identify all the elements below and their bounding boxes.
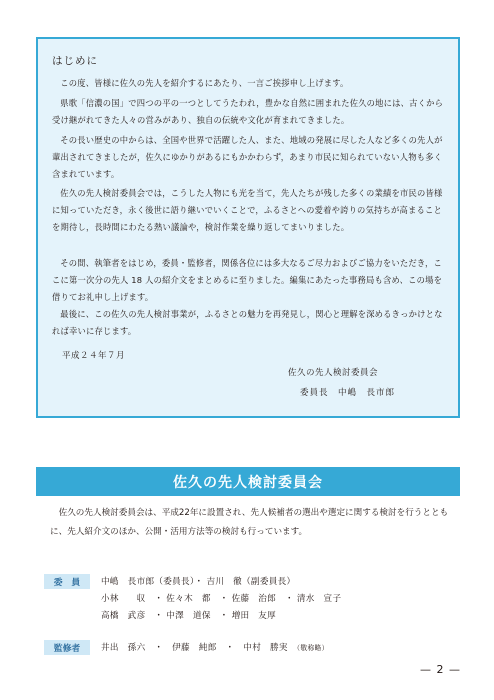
members-line: 高橋 武彦 ・ 中澤 道保 ・ 増田 友厚 bbox=[101, 611, 277, 621]
supervisors-line bbox=[101, 641, 329, 653]
honorific-note: （敬称略） bbox=[296, 644, 329, 652]
supervisors-names: 井出 孫六 ・ 伊藤 純郎 ・ 中村 勝実 bbox=[101, 643, 297, 653]
intro-date: 平成２４年７月 bbox=[62, 351, 126, 361]
committee-description: 佐久の先人検討委員会は、平成22年に設置され、先人候補者の選出や選定に関する検討を行うとともに、先人紹介文のほか、公開・活用方法等の検討も行っています。 bbox=[50, 508, 449, 537]
signature-organization: 佐久の先人検討委員会 bbox=[288, 368, 379, 378]
supervisors-label: 監修者 bbox=[44, 640, 90, 655]
committee-title: 佐久の先人検討委員会 bbox=[173, 474, 323, 491]
members-label: 委 員 bbox=[44, 574, 90, 589]
members-line: 中嶋 長市郎（委員長）・ 吉川 徹（副委員長） bbox=[101, 577, 296, 587]
intro-paragraph: この度、皆様に佐久の先人を紹介するにあたり、一言ご挨拶申し上げます。 bbox=[60, 78, 349, 88]
members-line: 小林 収 ・ 佐々木 都 ・ 佐藤 治郎 ・ 清水 宣子 bbox=[101, 594, 342, 604]
intro-paragraph: 最後に、この佐久の先人検討事業が，ふるさとの魅力を再発見し，関心と理解を深めるきっかけとなれば幸いに存じます。 bbox=[52, 309, 443, 336]
intro-paragraph: その長い歴史の中からは、全国や世界で活躍した人、また、地域の発展に尽した人など多くの先人が輩出されてきましたが，佐久にゆかりがあるにもかかわらず，あまり市民に知られていない人物も多く含まれています。 bbox=[52, 135, 443, 179]
intro-paragraph: その間、執筆者をはじめ，委員・監修者，関係各位には多大なるご尽力およびご協力をいただき，ここに第一次分の先人 18 人の紹介文をまとめるに至りました。編集にあたった事務局も含め、この場を借りてお礼申し上げます。 bbox=[52, 258, 443, 302]
intro-heading: はじめに bbox=[52, 55, 98, 67]
intro-paragraph: 佐久の先人検討委員会では，こうした人物にも光を当て，先人たちが残した多くの業績を市民の皆様に知っていただき，永く後世に語り継いでいくことで，ふるさとへの愛着や誇りの気持ちが高まることを期待し，長時間にわたる熱い議論や，検討作業を繰り返してまいりました。 bbox=[52, 188, 443, 232]
committee-title-banner bbox=[36, 467, 460, 496]
page-number: — 2 — bbox=[420, 663, 461, 676]
intro-paragraph: 県歌「信濃の国」で四つの平の一つとしてうたわれ，豊かな自然に囲まれた佐久の地には、古くから受け継がれてきた人々の営みがあり、独自の伝統や文化が育まれてきました。 bbox=[52, 98, 444, 125]
signature-chairman: 委員長 中嶋 長市郎 bbox=[300, 388, 396, 398]
